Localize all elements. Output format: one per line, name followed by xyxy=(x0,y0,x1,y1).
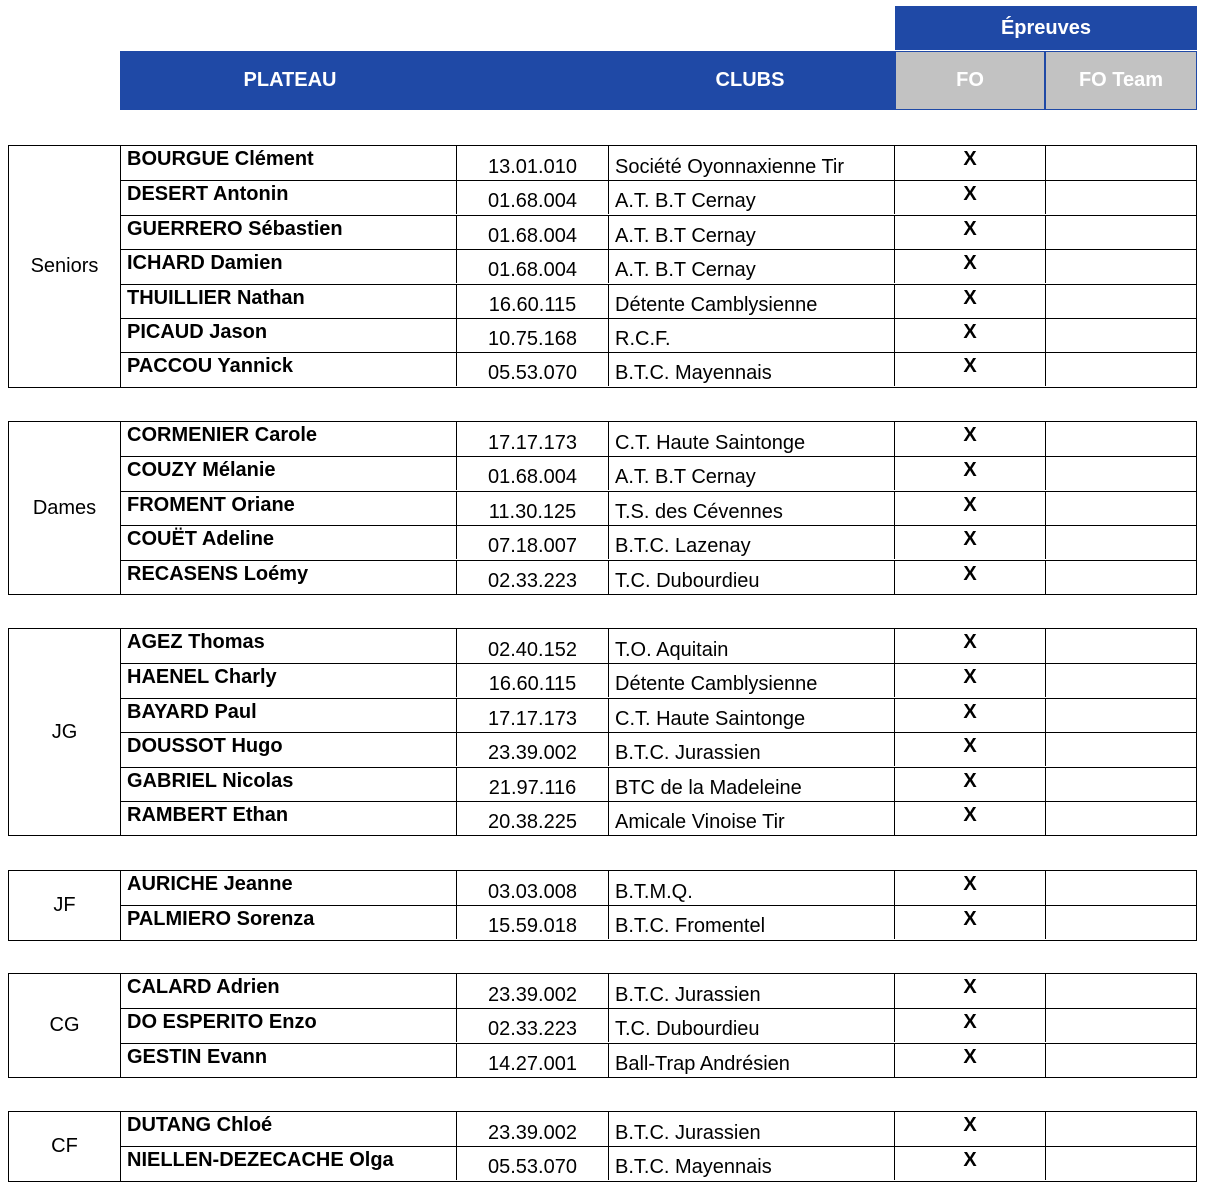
club-code: 01.68.004 xyxy=(457,181,609,214)
club-name: B.T.C. Jurassien xyxy=(609,1112,895,1146)
fo-mark: X xyxy=(895,526,1046,559)
club-code: 14.27.001 xyxy=(457,1044,609,1077)
participant-name: PACCOU Yannick xyxy=(121,353,457,386)
club-name: Société Oyonnaxienne Tir xyxy=(609,146,895,180)
club-code: 23.39.002 xyxy=(457,1112,609,1146)
fo-mark: X xyxy=(895,974,1046,1008)
participant-name: NIELLEN-DEZECACHE Olga xyxy=(121,1147,457,1180)
participant-name: BAYARD Paul xyxy=(121,699,457,732)
fo-mark: X xyxy=(895,733,1046,766)
club-code: 23.39.002 xyxy=(457,733,609,766)
participant-name: BOURGUE Clément xyxy=(121,146,457,180)
participant-name: COUZY Mélanie xyxy=(121,457,457,490)
fo-team-mark xyxy=(1046,561,1197,594)
table-row xyxy=(121,1008,1197,1042)
fo-mark: X xyxy=(895,353,1046,386)
participant-name: DOUSSOT Hugo xyxy=(121,733,457,766)
participant-name: AGEZ Thomas xyxy=(121,629,457,663)
plateau-header: PLATEAU xyxy=(243,69,337,91)
fo-team-mark xyxy=(1046,422,1197,456)
club-name: A.T. B.T Cernay xyxy=(609,250,895,283)
fo-mark: X xyxy=(895,422,1046,456)
category-group xyxy=(8,973,1197,1078)
table-row xyxy=(121,732,1197,766)
table-row xyxy=(121,1043,1197,1077)
club-code: 16.60.115 xyxy=(457,664,609,697)
participant-name: GESTIN Evann xyxy=(121,1044,457,1077)
club-name: T.S. des Cévennes xyxy=(609,492,895,525)
club-name: A.T. B.T Cernay xyxy=(609,216,895,249)
club-code: 07.18.007 xyxy=(457,526,609,559)
table-row xyxy=(121,560,1197,594)
table-row xyxy=(121,1112,1197,1146)
fo-mark: X xyxy=(895,216,1046,249)
clubs-header: CLUBS xyxy=(715,69,785,91)
fo-team-mark xyxy=(1046,974,1197,1008)
fo-team-mark xyxy=(1046,285,1197,318)
club-code: 02.40.152 xyxy=(457,629,609,663)
fo-mark: X xyxy=(895,1112,1046,1146)
club-code: 16.60.115 xyxy=(457,285,609,318)
club-name: B.T.C. Jurassien xyxy=(609,733,895,766)
club-name: A.T. B.T Cernay xyxy=(609,181,895,214)
club-name: T.O. Aquitain xyxy=(609,629,895,663)
participant-name: GABRIEL Nicolas xyxy=(121,768,457,801)
table-row xyxy=(121,974,1197,1008)
club-code: 20.38.225 xyxy=(457,802,609,835)
fo-team-mark xyxy=(1046,319,1197,352)
category-group xyxy=(8,421,1197,595)
fo-team-mark xyxy=(1046,664,1197,697)
club-name: Ball-Trap Andrésien xyxy=(609,1044,895,1077)
participant-name: AURICHE Jeanne xyxy=(121,871,457,905)
category-label: Dames xyxy=(9,422,121,594)
table-row xyxy=(121,801,1197,835)
fo-mark: X xyxy=(895,492,1046,525)
fo-team-mark xyxy=(1046,768,1197,801)
fo-mark: X xyxy=(895,768,1046,801)
fo-mark: X xyxy=(895,285,1046,318)
category-group xyxy=(8,145,1197,388)
club-code: 05.53.070 xyxy=(457,1147,609,1180)
fo-team-mark xyxy=(1046,733,1197,766)
fo-mark: X xyxy=(895,1147,1046,1180)
club-code: 02.33.223 xyxy=(457,1009,609,1042)
participant-name: GUERRERO Sébastien xyxy=(121,216,457,249)
fo-mark: X xyxy=(895,181,1046,214)
club-name: R.C.F. xyxy=(609,319,895,352)
fo-mark: X xyxy=(895,1009,1046,1042)
fo-team-mark xyxy=(1046,1044,1197,1077)
club-code: 03.03.008 xyxy=(457,871,609,905)
club-name: B.T.C. Fromentel xyxy=(609,906,895,939)
fo-team-mark xyxy=(1046,181,1197,214)
category-label: JF xyxy=(9,871,121,940)
club-name: A.T. B.T Cernay xyxy=(609,457,895,490)
category-label: CG xyxy=(9,974,121,1077)
club-name: B.T.M.Q. xyxy=(609,871,895,905)
club-code: 01.68.004 xyxy=(457,216,609,249)
participant-name: CORMENIER Carole xyxy=(121,422,457,456)
club-name: C.T. Haute Saintonge xyxy=(609,699,895,732)
category-label: Seniors xyxy=(9,146,121,387)
fo-team-mark xyxy=(1046,802,1197,835)
category-group xyxy=(8,1111,1197,1182)
participant-name: CALARD Adrien xyxy=(121,974,457,1008)
table-row xyxy=(121,422,1197,456)
participant-name: DESERT Antonin xyxy=(121,181,457,214)
fo-mark: X xyxy=(895,664,1046,697)
table-row xyxy=(121,629,1197,663)
fo-team-mark xyxy=(1046,629,1197,663)
fo-mark: X xyxy=(895,906,1046,939)
participant-name: RECASENS Loémy xyxy=(121,561,457,594)
fo-mark: X xyxy=(895,561,1046,594)
fo-team-mark xyxy=(1046,699,1197,732)
table-row xyxy=(121,663,1197,697)
club-name: Amicale Vinoise Tir xyxy=(609,802,895,835)
club-name: B.T.C. Lazenay xyxy=(609,526,895,559)
club-name: Détente Camblysienne xyxy=(609,664,895,697)
fo-team-mark xyxy=(1046,216,1197,249)
category-group xyxy=(8,870,1197,941)
table-row xyxy=(121,352,1197,386)
table-row xyxy=(121,318,1197,352)
fo-mark: X xyxy=(895,457,1046,490)
fo-mark: X xyxy=(895,1044,1046,1077)
participant-name: THUILLIER Nathan xyxy=(121,285,457,318)
epreuves-header: Épreuves xyxy=(895,6,1197,50)
fo-header: FO xyxy=(895,51,1045,110)
participant-name: ICHARD Damien xyxy=(121,250,457,283)
participant-name: RAMBERT Ethan xyxy=(121,802,457,835)
fo-team-mark xyxy=(1046,1112,1197,1146)
club-code: 17.17.173 xyxy=(457,699,609,732)
fo-mark: X xyxy=(895,629,1046,663)
table-row xyxy=(121,698,1197,732)
participant-name: PICAUD Jason xyxy=(121,319,457,352)
club-name: T.C. Dubourdieu xyxy=(609,561,895,594)
participant-name: FROMENT Oriane xyxy=(121,492,457,525)
participant-name: COUËT Adeline xyxy=(121,526,457,559)
table-row xyxy=(121,767,1197,801)
participant-name: DUTANG Chloé xyxy=(121,1112,457,1146)
fo-team-mark xyxy=(1046,906,1197,939)
fo-team-mark xyxy=(1046,250,1197,283)
fo-mark: X xyxy=(895,319,1046,352)
fo-mark: X xyxy=(895,802,1046,835)
table-row xyxy=(121,146,1197,180)
table-row xyxy=(121,491,1197,525)
club-code: 01.68.004 xyxy=(457,250,609,283)
fo-team-mark xyxy=(1046,492,1197,525)
club-code: 11.30.125 xyxy=(457,492,609,525)
club-name: C.T. Haute Saintonge xyxy=(609,422,895,456)
fo-team-header: FO Team xyxy=(1045,51,1197,110)
club-name: Détente Camblysienne xyxy=(609,285,895,318)
table-row xyxy=(121,249,1197,283)
table-row xyxy=(121,871,1197,905)
table-row xyxy=(121,180,1197,214)
table-row xyxy=(121,284,1197,318)
club-name: T.C. Dubourdieu xyxy=(609,1009,895,1042)
club-name: B.T.C. Mayennais xyxy=(609,1147,895,1180)
fo-team-mark xyxy=(1046,1147,1197,1180)
club-code: 02.33.223 xyxy=(457,561,609,594)
fo-mark: X xyxy=(895,699,1046,732)
table-row xyxy=(121,905,1197,939)
club-code: 05.53.070 xyxy=(457,353,609,386)
club-name: BTC de la Madeleine xyxy=(609,768,895,801)
table-row xyxy=(121,525,1197,559)
participant-name: HAENEL Charly xyxy=(121,664,457,697)
club-code: 15.59.018 xyxy=(457,906,609,939)
table-row xyxy=(121,1146,1197,1180)
club-code: 23.39.002 xyxy=(457,974,609,1008)
club-code: 10.75.168 xyxy=(457,319,609,352)
club-code: 01.68.004 xyxy=(457,457,609,490)
fo-mark: X xyxy=(895,250,1046,283)
category-group xyxy=(8,628,1197,836)
club-code: 13.01.010 xyxy=(457,146,609,180)
participant-name: PALMIERO Sorenza xyxy=(121,906,457,939)
table-row xyxy=(121,456,1197,490)
fo-team-mark xyxy=(1046,871,1197,905)
club-code: 17.17.173 xyxy=(457,422,609,456)
participant-name: DO ESPERITO Enzo xyxy=(121,1009,457,1042)
fo-mark: X xyxy=(895,871,1046,905)
table-row xyxy=(121,215,1197,249)
fo-team-mark xyxy=(1046,457,1197,490)
fo-team-mark xyxy=(1046,1009,1197,1042)
club-name: B.T.C. Mayennais xyxy=(609,353,895,386)
fo-mark: X xyxy=(895,146,1046,180)
club-name: B.T.C. Jurassien xyxy=(609,974,895,1008)
fo-team-mark xyxy=(1046,526,1197,559)
fo-team-mark xyxy=(1046,146,1197,180)
club-code: 21.97.116 xyxy=(457,768,609,801)
fo-team-mark xyxy=(1046,353,1197,386)
category-label: CF xyxy=(9,1112,121,1181)
category-label: JG xyxy=(9,629,121,835)
